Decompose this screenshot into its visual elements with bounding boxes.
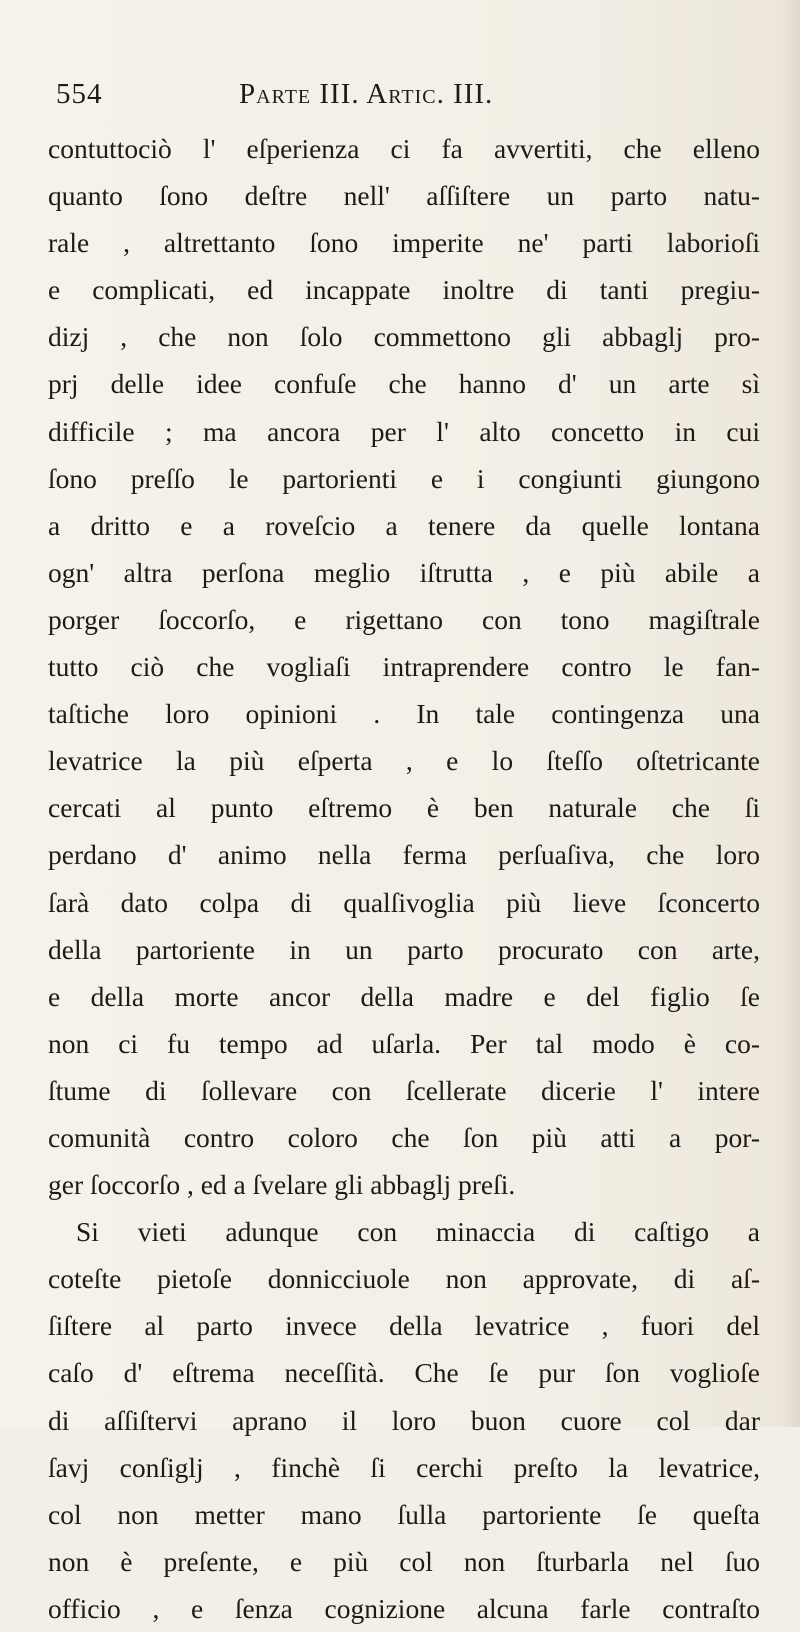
page-number: 554 [56, 78, 103, 110]
text-line: rale , altrettanto ſono imperite ne' parti laborioſi [48, 227, 760, 259]
text-line: cercati al punto eſtremo è ben naturale che ſi [48, 792, 760, 824]
text-line: officio , e ſenza cognizione alcuna farle contraſto [48, 1592, 760, 1624]
body-text [48, 125, 760, 1632]
text-line: ſavj conſiglj , finchè ſi cerchi preſto la levatrice, [48, 1451, 760, 1483]
text-line: caſo d' eſtrema neceſſità. Che ſe pur ſon voglioſe [48, 1357, 760, 1389]
text-line: ſono preſſo le partorienti e i congiunti giungono [48, 462, 760, 494]
text-line: ſarà dato colpa di qualſivoglia più lieve ſconcerto [48, 886, 760, 918]
running-head [56, 78, 756, 118]
text-line: taſtiche loro opinioni . In tale contingenza una [48, 698, 760, 730]
text-line: dizj , che non ſolo commettono gli abbaglj pro- [48, 321, 760, 353]
text-line: Si vieti adunque con minaccia di caſtigo a [76, 1216, 760, 1248]
text-line: non ci fu tempo ad uſarla. Per tal modo è co- [48, 1027, 760, 1059]
text-line: a dritto e a roveſcio a tenere da quelle lontana [48, 509, 760, 541]
text-line: porger ſoccorſo, e rigettano con tono magiſtrale [48, 603, 760, 635]
text-line: e complicati, ed incappate inoltre di tanti pregiu- [48, 274, 760, 306]
text-line: ſiſtere al parto invece della levatrice , fuori del [48, 1310, 760, 1342]
text-line: ſtume di ſollevare con ſcellerate dicerie l' intere [48, 1074, 760, 1106]
text-line: levatrice la più eſperta , e lo ſteſſo oſtetricante [48, 745, 760, 777]
text-line: difficile ; ma ancora per l' alto concetto in cui [48, 415, 760, 447]
text-line: tutto ciò che vogliaſi intraprendere contro le fan- [48, 651, 760, 683]
text-line: comunità contro coloro che ſon più atti a por- [48, 1121, 760, 1153]
text-line: coteſte pietoſe donnicciuole non approvate, di aſ- [48, 1263, 760, 1295]
text-line: non è preſente, e più col non ſturbarla nel ſuo [48, 1545, 760, 1577]
text-line: della partoriente in un parto procurato con arte, [48, 933, 760, 965]
text-line: contuttociò l' eſperienza ci fa avvertiti, che elleno [48, 133, 760, 164]
page-edge-shadow [782, 0, 800, 1427]
text-line: ogn' altra perſona meglio iſtrutta , e più abile a [48, 556, 760, 588]
text-line: e della morte ancor della madre e del figlio ſe [48, 980, 760, 1012]
text-line: quanto ſono deſtre nell' aſſiſtere un parto natu- [48, 180, 760, 212]
text-line: di aſſiſtervi aprano il loro buon cuore col dar [48, 1404, 760, 1436]
text-line: col non metter mano ſulla partoriente ſe queſta [48, 1498, 760, 1530]
running-head-title: Parte III. Artic. III. [239, 78, 494, 110]
text-line: perdano d' animo nella ferma perſuaſiva, che loro [48, 839, 760, 871]
text-line: ger ſoccorſo , ed a ſvelare gli abbaglj preſi. [48, 1169, 516, 1201]
text-line: prj delle idee confuſe che hanno d' un arte sì [48, 368, 760, 400]
